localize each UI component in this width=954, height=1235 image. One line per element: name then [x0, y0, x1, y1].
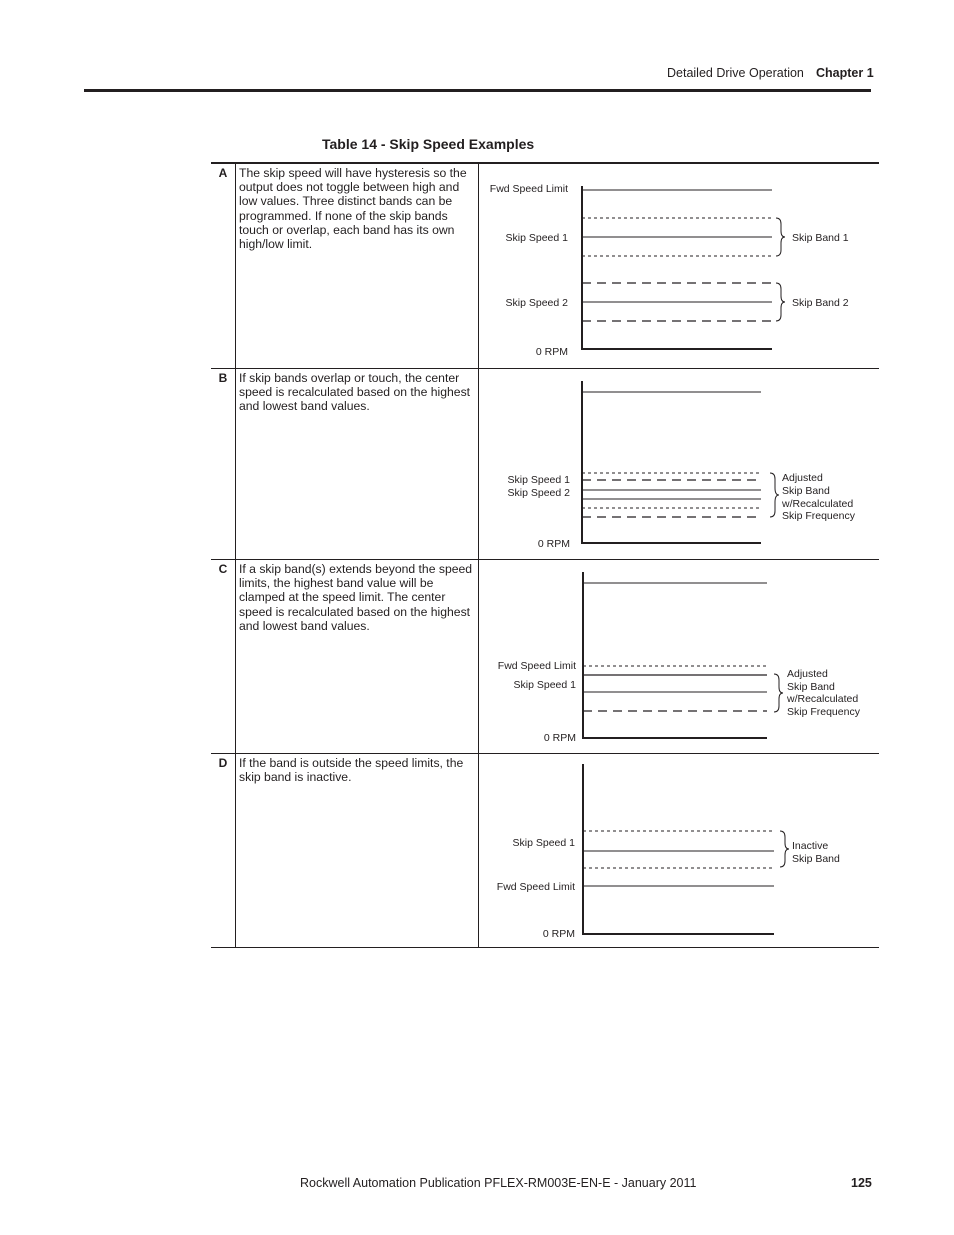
fwd-speed-limit-label: Fwd Speed Limit	[489, 183, 568, 195]
skip-band-diagram-a	[479, 164, 879, 368]
skip-speed-table	[211, 162, 879, 948]
fwd-speed-limit-label: Fwd Speed Limit	[496, 881, 575, 893]
band1-brace	[776, 218, 785, 256]
adjusted-band-brace	[774, 674, 783, 712]
skip-band-label: Skip Band	[787, 681, 835, 693]
skip-band-diagram-d	[479, 754, 879, 947]
skip-band-label: Skip Band	[792, 853, 840, 865]
row-letter: D	[211, 754, 236, 948]
running-header-section: Detailed Drive Operation	[667, 66, 804, 80]
skip-speed-2-label: Skip Speed 2	[505, 297, 568, 309]
skip-speed-1-label: Skip Speed 1	[507, 474, 570, 486]
adjusted-band-brace	[770, 473, 779, 517]
skip-speed-2-label: Skip Speed 2	[507, 487, 570, 499]
table-row-a	[211, 163, 879, 369]
row-diagram	[479, 369, 880, 560]
adjusted-label: Adjusted	[787, 668, 828, 680]
skip-band-label: Skip Band	[782, 485, 830, 497]
fwd-speed-limit-label: Fwd Speed Limit	[497, 660, 576, 672]
row-description: If a skip band(s) extends beyond the speed limits, the highest band value will be clamped at the speed limit. The center speed is recalculated based on the highest and lowest band values.	[236, 560, 479, 754]
skip-band-diagram-b	[479, 369, 879, 559]
row-description: If the band is outside the speed limits, the skip band is inactive.	[236, 754, 479, 948]
row-diagram	[479, 754, 880, 948]
zero-rpm-label: 0 RPM	[543, 732, 576, 744]
table-row-b	[211, 369, 879, 560]
recalculated-label: w/Recalculated	[787, 693, 859, 705]
header-rule	[84, 89, 871, 92]
row-letter: B	[211, 369, 236, 560]
inactive-label: Inactive	[792, 840, 829, 852]
running-header-chapter: Chapter 1	[816, 66, 874, 80]
row-diagram	[479, 163, 880, 369]
skip-band-1-label: Skip Band 1	[792, 232, 849, 244]
zero-rpm-label: 0 RPM	[537, 538, 570, 550]
zero-rpm-label: 0 RPM	[542, 928, 575, 940]
band2-brace	[776, 283, 785, 321]
skip-band-2-label: Skip Band 2	[792, 297, 849, 309]
table-caption: Table 14 - Skip Speed Examples	[322, 136, 535, 152]
skip-speed-1-label: Skip Speed 1	[505, 232, 568, 244]
footer-publication: Rockwell Automation Publication PFLEX-RM003E-EN-E - January 2011	[300, 1176, 697, 1190]
table-row-d	[211, 754, 879, 948]
skip-speed-1-label: Skip Speed 1	[513, 679, 576, 691]
row-letter: C	[211, 560, 236, 754]
recalculated-label: w/Recalculated	[782, 498, 854, 510]
skip-frequency-label: Skip Frequency	[787, 706, 860, 718]
row-diagram	[479, 560, 880, 754]
inactive-band-brace	[780, 831, 789, 867]
skip-speed-1-label: Skip Speed 1	[512, 837, 575, 849]
row-description: The skip speed will have hysteresis so the output does not toggle between high and low values. Three distinct bands can be programmed. If none of the skip bands touch or overlap, each band has its own high/low limit.	[236, 163, 479, 369]
zero-rpm-label: 0 RPM	[535, 346, 568, 358]
page-number: 125	[851, 1176, 872, 1190]
skip-frequency-label: Skip Frequency	[782, 510, 855, 522]
skip-band-diagram-c	[479, 560, 879, 753]
adjusted-label: Adjusted	[782, 472, 823, 484]
row-letter: A	[211, 163, 236, 369]
row-description: If skip bands overlap or touch, the center speed is recalculated based on the highest and lowest band values.	[236, 369, 479, 560]
table-row-c	[211, 560, 879, 754]
